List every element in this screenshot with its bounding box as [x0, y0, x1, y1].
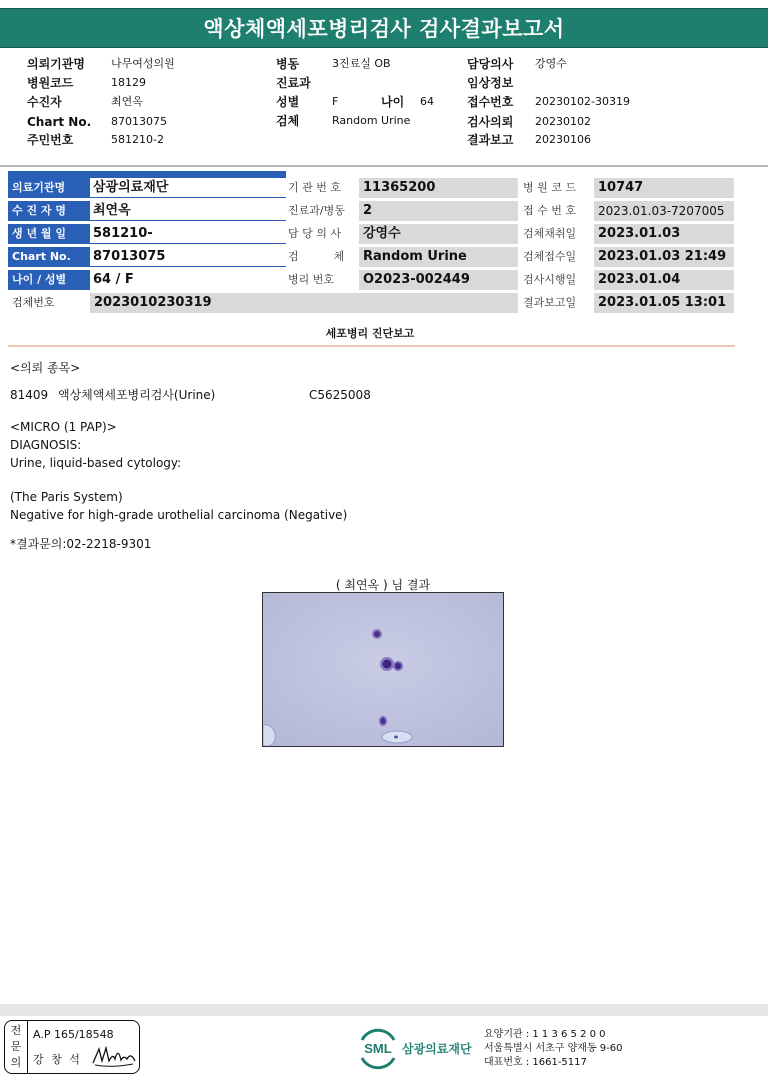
header-label: 임상정보 [467, 76, 514, 90]
request-heading: <의뢰 종목> [10, 361, 81, 375]
section-title: 세포병리 진단보고 [325, 327, 415, 340]
header-value: 87013075 [111, 115, 167, 128]
stamp-side-label [5, 1021, 28, 1073]
info-label: Chart No. [8, 247, 90, 267]
footer-band [0, 1004, 768, 1016]
signature-icon [91, 1043, 137, 1069]
specimen-number-label: 검체번호 [12, 296, 55, 309]
sml-logo [356, 1026, 400, 1070]
info-value: 64 / F [90, 270, 286, 290]
report-title: 액상체액세포병리검사 검사결과보고서 [0, 8, 768, 48]
system-text: (The Paris System) [10, 490, 123, 504]
info-label: 의료기관명 [8, 178, 90, 198]
info-value: 2023.01.05 13:01 [594, 293, 734, 313]
microscopy-image [262, 592, 504, 747]
header-value: 20230102-30319 [535, 95, 630, 108]
stamp-char: 문 [10, 1040, 22, 1053]
header-age-label: 나이 [381, 95, 405, 109]
info-value: Random Urine [359, 247, 518, 267]
info-label: 검 체 [288, 250, 345, 263]
header-label: 검사의뢰 [467, 115, 514, 129]
info-label: 검체채취일 [523, 227, 577, 240]
header-label: 병동 [276, 57, 300, 71]
header-label: 의뢰기관명 [27, 57, 85, 71]
info-value: 2023.01.03 21:49 [594, 247, 734, 267]
org-name: 삼광의료재단 [402, 1042, 472, 1056]
section-divider [8, 345, 735, 347]
header-label: 병원코드 [27, 76, 74, 90]
info-label: 진료과/병동 [288, 204, 345, 217]
header-label: 진료과 [276, 76, 311, 90]
info-value: 11365200 [359, 178, 518, 198]
info-value: 2023.01.03 [594, 224, 734, 244]
request-id: C5625008 [309, 388, 371, 402]
info-table-top-bar [8, 171, 286, 178]
header-value: 강영수 [535, 57, 567, 70]
info-value: 10747 [594, 178, 734, 198]
header-value: 20230106 [535, 133, 591, 146]
info-value: 2023.01.04 [594, 270, 734, 290]
stamp-doctor-name: 강 창 석 [33, 1053, 82, 1066]
info-label: 결과보고일 [523, 296, 577, 309]
info-label: 병 원 코 드 [523, 181, 576, 194]
footer-line: 요양기관 : 1 1 3 6 5 2 0 0 [484, 1029, 606, 1040]
footer-line: 대표번호 : 1661-5117 [484, 1057, 587, 1068]
info-value: 581210- [90, 224, 286, 244]
info-value: 강영수 [359, 224, 518, 244]
info-value: 최연옥 [90, 201, 286, 221]
info-value: 87013075 [90, 247, 286, 267]
header-label: 주민번호 [27, 133, 74, 147]
image-caption: ( 최연옥 ) 님 결과 [335, 578, 431, 592]
contact-text: *결과문의:02-2218-9301 [10, 537, 152, 551]
sml-logo-icon [356, 1026, 400, 1070]
micro-heading: <MICRO (1 PAP)> [10, 420, 117, 434]
header-value: 3진료실 OB [332, 57, 391, 70]
info-value: 삼광의료재단 [90, 178, 286, 198]
request-name: 액상체액세포병리검사(Urine) [58, 388, 216, 402]
info-label: 담 당 의 사 [288, 227, 341, 240]
header-label: 검체 [276, 114, 300, 128]
header-age-value: 64 [420, 95, 434, 108]
info-label: 검체접수일 [523, 250, 577, 263]
header-value: 18129 [111, 76, 146, 89]
header-label: 접수번호 [467, 95, 514, 109]
header-label: 결과보고 [467, 133, 514, 147]
stamp-license: A.P 165/18548 [33, 1028, 114, 1041]
header-value: 20230102 [535, 115, 591, 128]
request-code: 81409 [10, 388, 49, 402]
info-label: 접 수 번 호 [523, 204, 576, 217]
header-label: 수진자 [27, 95, 62, 109]
header-label: 성별 [276, 95, 300, 109]
info-label: 기 관 번 호 [288, 181, 341, 194]
method-text: Urine, liquid-based cytology: [10, 456, 182, 470]
header-value: 최연옥 [111, 95, 143, 108]
header-label: Chart No. [27, 115, 92, 129]
cell-sample-image [263, 593, 503, 746]
header-divider [0, 165, 768, 167]
stamp-char: 전 [10, 1024, 22, 1037]
header-label: 담당의사 [467, 57, 514, 71]
info-label: 나이 / 성별 [8, 270, 90, 290]
signature-stamp [4, 1020, 140, 1074]
info-label: 병리 번호 [288, 273, 335, 286]
info-value: O2023-002449 [359, 270, 518, 290]
info-value: 2 [359, 201, 518, 221]
stamp-char: 의 [10, 1056, 22, 1069]
result-text: Negative for high-grade urothelial carcinoma (Negative) [10, 508, 348, 522]
header-value: F [332, 95, 339, 108]
header-value: Random Urine [332, 114, 411, 127]
header-value: 나무여성의원 [111, 57, 175, 70]
info-label: 검사시행일 [523, 273, 577, 286]
diagnosis-label: DIAGNOSIS: [10, 438, 82, 452]
info-label: 수 진 자 명 [8, 201, 90, 221]
specimen-number-value: 2023010230319 [90, 293, 518, 313]
sml-logo-text: SML [364, 1041, 392, 1056]
info-label: 생 년 월 일 [8, 224, 90, 244]
info-value: 2023.01.03-7207005 [594, 201, 734, 221]
footer-line: 서울특별시 서초구 양재동 9-60 [484, 1043, 623, 1054]
header-value: 581210-2 [111, 133, 164, 146]
